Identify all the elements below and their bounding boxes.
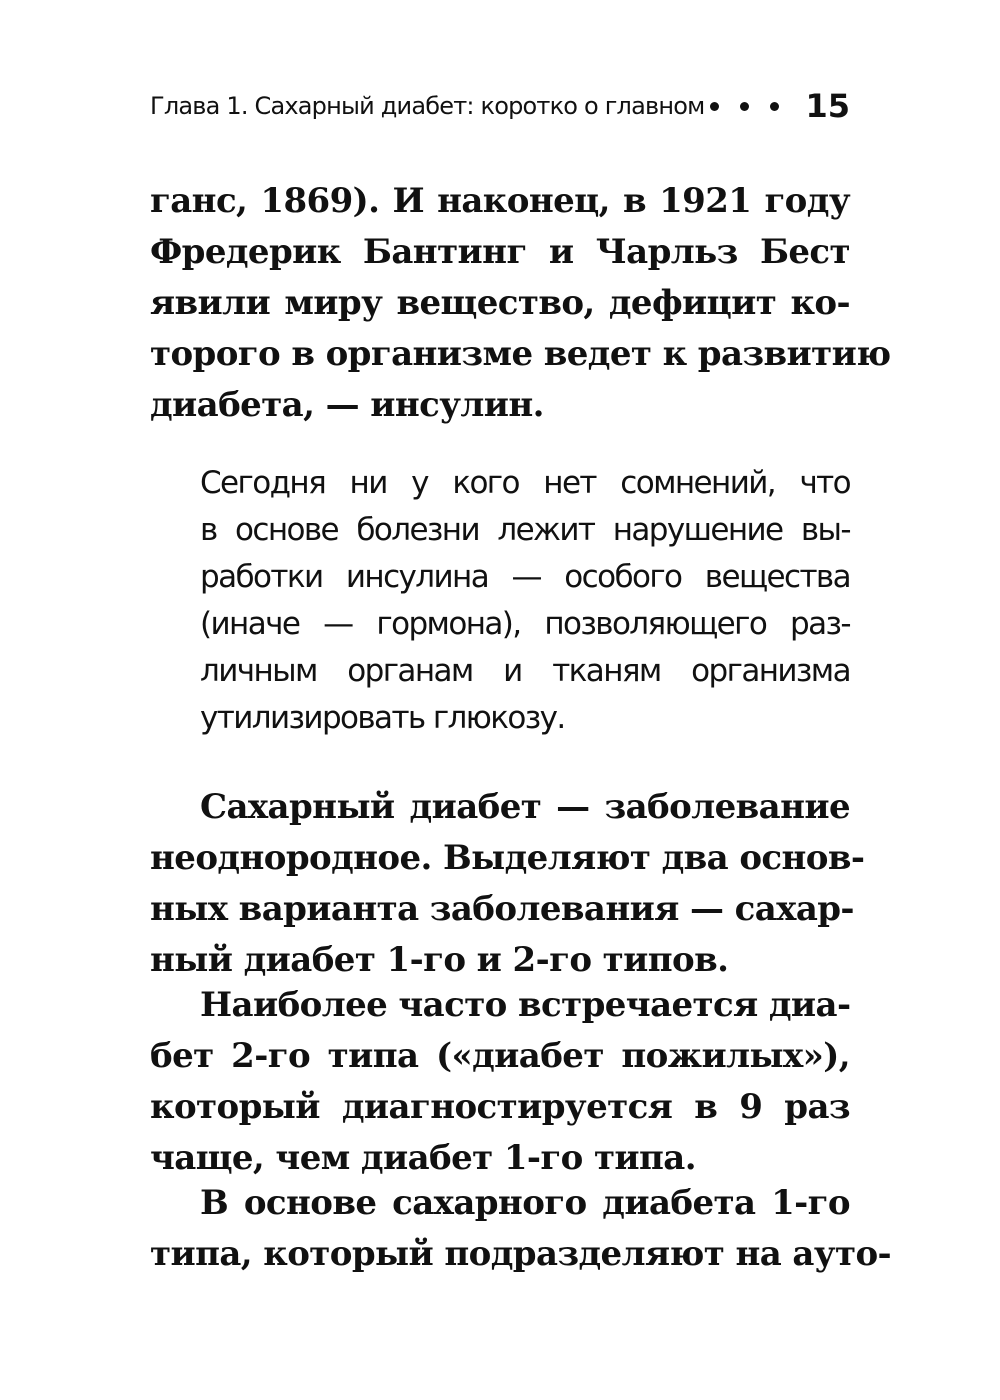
paragraph-line: чаще, чем диабет 1-го типа. bbox=[150, 1138, 696, 1178]
bullet-dot-icon bbox=[740, 102, 749, 111]
paragraph-line: типа, который подразделяют на ауто- bbox=[150, 1234, 892, 1274]
callout-block bbox=[200, 460, 850, 742]
paragraph-3 bbox=[150, 980, 850, 1184]
bullet-dot-icon bbox=[710, 102, 719, 111]
header-dots bbox=[710, 102, 779, 111]
paragraph-2 bbox=[150, 782, 865, 986]
bullet-dot-icon bbox=[770, 102, 779, 111]
paragraph-line: неоднородное. Выделяют два основ- bbox=[150, 838, 865, 878]
paragraph-line: ный диабет 1-го и 2-го типов. bbox=[150, 940, 729, 980]
callout-line: Сегодня ни у кого нет сомнений, что bbox=[200, 465, 850, 501]
paragraph-line: торого в организме ведет к развитию bbox=[150, 334, 891, 374]
paragraph-line: диабета, — инсулин. bbox=[150, 385, 544, 425]
paragraph-line: Сахарный диабет — заболевание bbox=[200, 787, 850, 827]
paragraph-line: явили миру вещество, дефицит ко- bbox=[150, 283, 850, 323]
chapter-title: Глава 1. Сахарный диабет: коротко о главном bbox=[150, 92, 705, 120]
paragraph-line: ганс, 1869). И наконец, в 1921 году bbox=[150, 181, 850, 221]
callout-line: личным органам и тканям организма bbox=[200, 653, 850, 689]
callout-line: утилизировать глюкозу. bbox=[200, 700, 565, 736]
paragraph-line: бет 2-го типа («диабет пожилых»), bbox=[150, 1036, 850, 1076]
running-head-right bbox=[710, 87, 850, 125]
paragraph-line: В основе сахарного диабета 1-го bbox=[200, 1183, 850, 1223]
paragraph-line: Фредерик Бантинг и Чарльз Бест bbox=[150, 232, 850, 272]
paragraph-line: ных варианта заболевания — сахар- bbox=[150, 889, 854, 929]
page-number: 15 bbox=[805, 87, 850, 125]
paragraph-1 bbox=[150, 176, 891, 431]
running-head bbox=[150, 86, 850, 126]
callout-line: (иначе — гормона), позволяющего раз- bbox=[200, 606, 850, 642]
paragraph-line: Наиболее часто встречается диа- bbox=[200, 985, 851, 1025]
paragraph-line: который диагностируется в 9 раз bbox=[150, 1087, 850, 1127]
callout-line: в основе болезни лежит нарушение вы- bbox=[200, 512, 850, 548]
callout-line: работки инсулина — особого вещества bbox=[200, 559, 850, 595]
paragraph-4 bbox=[150, 1178, 892, 1280]
